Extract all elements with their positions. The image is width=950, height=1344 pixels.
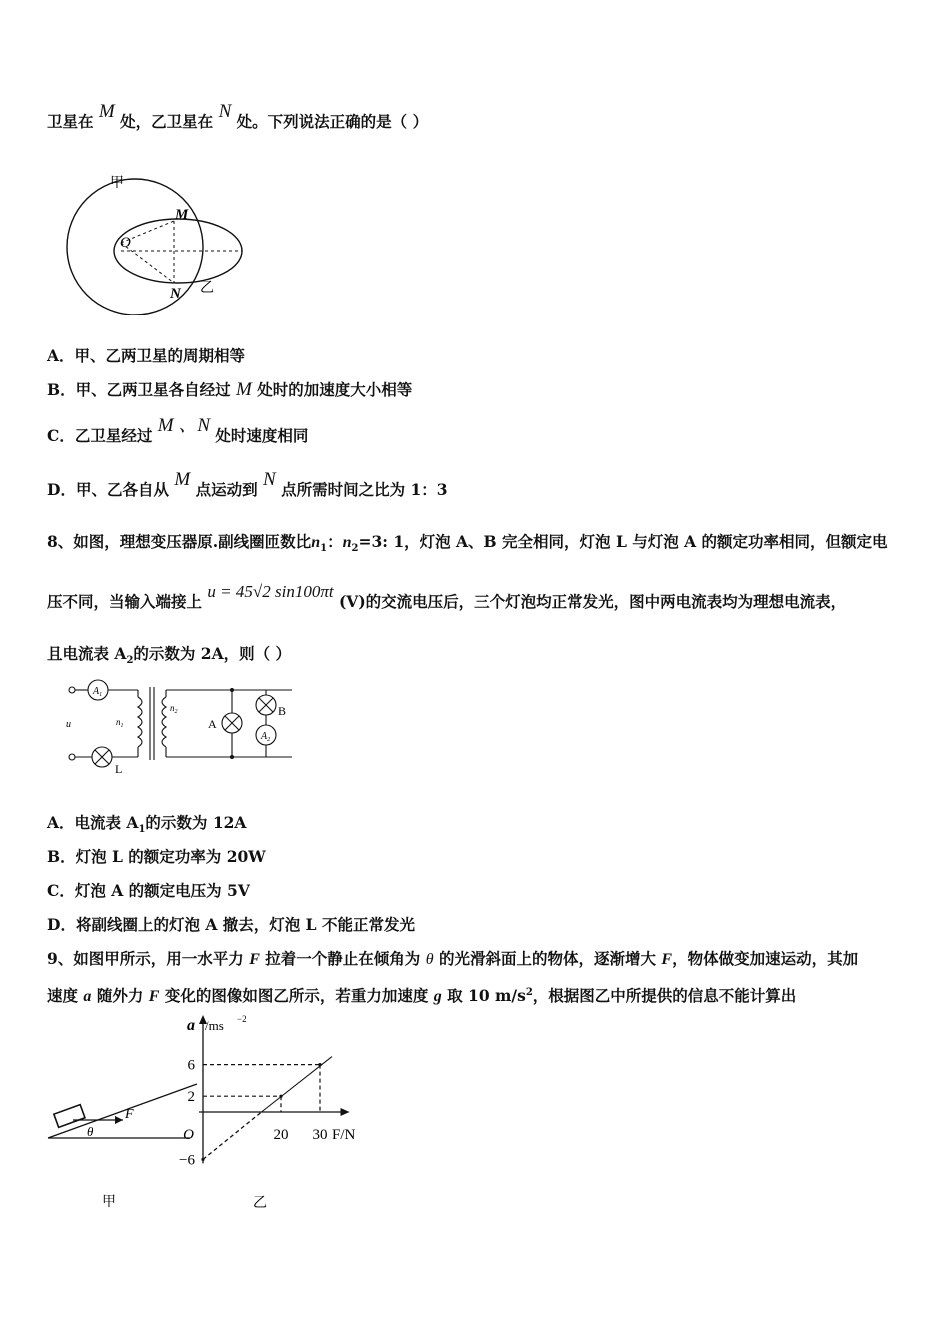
q7-stem-a: 卫星在 xyxy=(47,112,94,131)
input-terminal-top xyxy=(69,687,75,693)
q8-circuit-figure xyxy=(60,675,305,780)
q7-stem-c: 处。下列说法正确的是（ ） xyxy=(236,112,429,131)
q7-option-c-mn: M 、N xyxy=(157,415,211,436)
label-yi: 乙 xyxy=(200,281,214,296)
secondary-coil xyxy=(162,697,166,747)
q9-f-1: F xyxy=(249,951,260,968)
q7-orbit-figure xyxy=(60,165,260,315)
q8-stem-line3 xyxy=(47,642,291,666)
caption-yi: 乙 xyxy=(253,1196,267,1211)
data-point-1 xyxy=(279,1095,282,1098)
q8-stem-line2 xyxy=(47,582,847,612)
q9-line2-c: 变化的图像如图乙所示，若重力加速度 xyxy=(164,986,429,1005)
q7-option-d-text1: D．甲、乙各自从 xyxy=(47,480,169,499)
q7-stem-b: 处，乙卫星在 xyxy=(120,112,214,131)
n1-label: $n_1$ xyxy=(116,717,124,729)
q7-option-b-m: M xyxy=(236,379,252,400)
lamp-a-label: A xyxy=(208,717,217,731)
q9-line2-a: 速度 xyxy=(47,986,79,1005)
y-tick-label-1: 2 xyxy=(187,1089,195,1106)
q7-option-c-text2: 处时速度相同 xyxy=(215,426,309,445)
q9-line1-b: 拉着一个静止在倾角为 xyxy=(265,949,421,968)
input-terminal-bottom xyxy=(69,754,75,760)
q9-line2-d: 取 10 m/s xyxy=(447,986,526,1005)
ammeter-a1-label: $A_1$ xyxy=(93,686,103,698)
q9-line2-e: ，根据图乙中所提供的信息不能计算出 xyxy=(532,986,797,1005)
y-axis-label: a xyxy=(187,1017,195,1034)
block xyxy=(54,1105,85,1128)
q8-line3-a: 且电流表 A xyxy=(47,644,127,663)
y-tick-label-2: −6 xyxy=(179,1152,195,1169)
q8-line3-sub: 2 xyxy=(126,655,134,667)
lamp-b-label: B xyxy=(278,704,287,718)
origin-label: O xyxy=(183,1127,194,1143)
lamp-l-label: L xyxy=(115,762,123,776)
q8-line3-b: 的示数为 2A，则（ ） xyxy=(133,644,292,663)
q8-line2-a: 压不同，当输入端接上 xyxy=(47,592,203,611)
q8-option-d: D．将副线圈上的灯泡 A 撤去，灯泡 L 不能正常发光 xyxy=(47,915,415,934)
q7-option-d-text3: 点所需时间之比为 1：3 xyxy=(281,480,448,499)
q7-option-d-m: M xyxy=(174,469,191,490)
q9-line2-b: 随外力 xyxy=(96,986,144,1005)
q8-n1: n xyxy=(311,534,321,551)
data-point-2 xyxy=(318,1063,321,1066)
label-m: M xyxy=(175,207,189,223)
q9-g: g xyxy=(433,988,442,1005)
q7-option-a: A．甲、乙两卫星的周期相等 xyxy=(47,346,246,365)
data-point-0 xyxy=(201,1158,204,1161)
ammeter-a2-label: $A_2$ xyxy=(261,731,271,743)
q7-option-d-n: N xyxy=(263,469,276,490)
q9-line1-d: ，物体做变加速运动，其加 xyxy=(672,949,859,968)
series-line-dashed xyxy=(203,1112,262,1159)
q7-symbol-m: M xyxy=(98,101,115,122)
q8-colon: ： xyxy=(327,532,343,551)
q8-option-a-sub: 1 xyxy=(138,824,146,836)
q8-line1-b: =3: 1，灯泡 A、B 完全相同，灯泡 L 与灯泡 A 的额定功率相同，但额定电 xyxy=(358,532,888,551)
q7-stem xyxy=(47,101,429,133)
q7-symbol-n: N xyxy=(218,101,232,122)
q8-n2: n xyxy=(342,534,352,551)
q7-option-b xyxy=(47,378,412,401)
caption-jia: 甲 xyxy=(102,1195,116,1210)
theta-label: θ xyxy=(87,1124,94,1139)
force-label: F xyxy=(125,1107,134,1122)
q9-stem-line1 xyxy=(47,947,858,969)
q9-line1-a: 9、如图甲所示，用一水平力 xyxy=(47,949,244,968)
q9-theta: θ xyxy=(425,951,434,968)
q7-option-b-text2: 处时的加速度大小相等 xyxy=(257,380,413,399)
q7-option-b-text1: B．甲、乙两卫星各自经过 xyxy=(47,380,231,399)
u-label: u xyxy=(66,719,71,730)
y-tick-label-0: 6 xyxy=(187,1057,195,1074)
x-tick-label-1: 30 xyxy=(312,1127,328,1143)
q8-n1-sub: 1 xyxy=(320,543,328,555)
q8-line2-b: (V)的交流电压后，三个灯泡均正常发光，图中两电流表均为理想电流表， xyxy=(338,592,847,611)
primary-coil xyxy=(138,697,142,747)
q7-option-d-text2: 点运动到 xyxy=(195,480,258,499)
x-tick-label-0: 20 xyxy=(273,1127,289,1143)
q8-line1-a: 8、如图，理想变压器原.副线圈匝数比 xyxy=(47,532,312,551)
q8-option-a-text2: 的示数为 12A xyxy=(145,813,247,832)
q9-stem-line2 xyxy=(47,984,796,1006)
y-axis-unit: /ms xyxy=(205,1018,224,1033)
x-axis-arrow xyxy=(341,1108,350,1116)
q8-option-b: B．灯泡 L 的额定功率为 20W xyxy=(47,847,266,866)
q8-formula: u = 45√2 sin100πt xyxy=(207,582,334,601)
q8-n2-sub: 2 xyxy=(351,543,359,555)
q8-option-c: C．灯泡 A 的额定电压为 5V xyxy=(47,881,250,900)
q8-stem-line1 xyxy=(47,530,888,554)
q8-option-a-text1: A．电流表 A xyxy=(47,813,139,832)
q9-a: a xyxy=(83,988,92,1005)
q7-option-c xyxy=(47,415,309,447)
q7-option-d xyxy=(47,469,448,501)
q9-line1-c: 的光滑斜面上的物体，逐渐增大 xyxy=(438,949,656,968)
orbit-jia-circle xyxy=(67,179,203,315)
label-n: N xyxy=(170,286,181,302)
q9-f-3: F xyxy=(148,988,160,1005)
q9-af-graph xyxy=(165,1010,375,1215)
q8-option-a xyxy=(47,811,246,835)
label-o: O xyxy=(120,235,131,251)
q9-line2-sup: 2 xyxy=(525,986,533,998)
n2-label: $n_2$ xyxy=(170,703,178,715)
q7-option-c-text1: C．乙卫星经过 xyxy=(47,426,153,445)
q9-f-2: F xyxy=(661,951,673,968)
label-jia: 甲 xyxy=(110,176,124,191)
y-axis-unit-exp: −2 xyxy=(237,1014,247,1024)
x-axis-label: F/N xyxy=(332,1127,356,1143)
